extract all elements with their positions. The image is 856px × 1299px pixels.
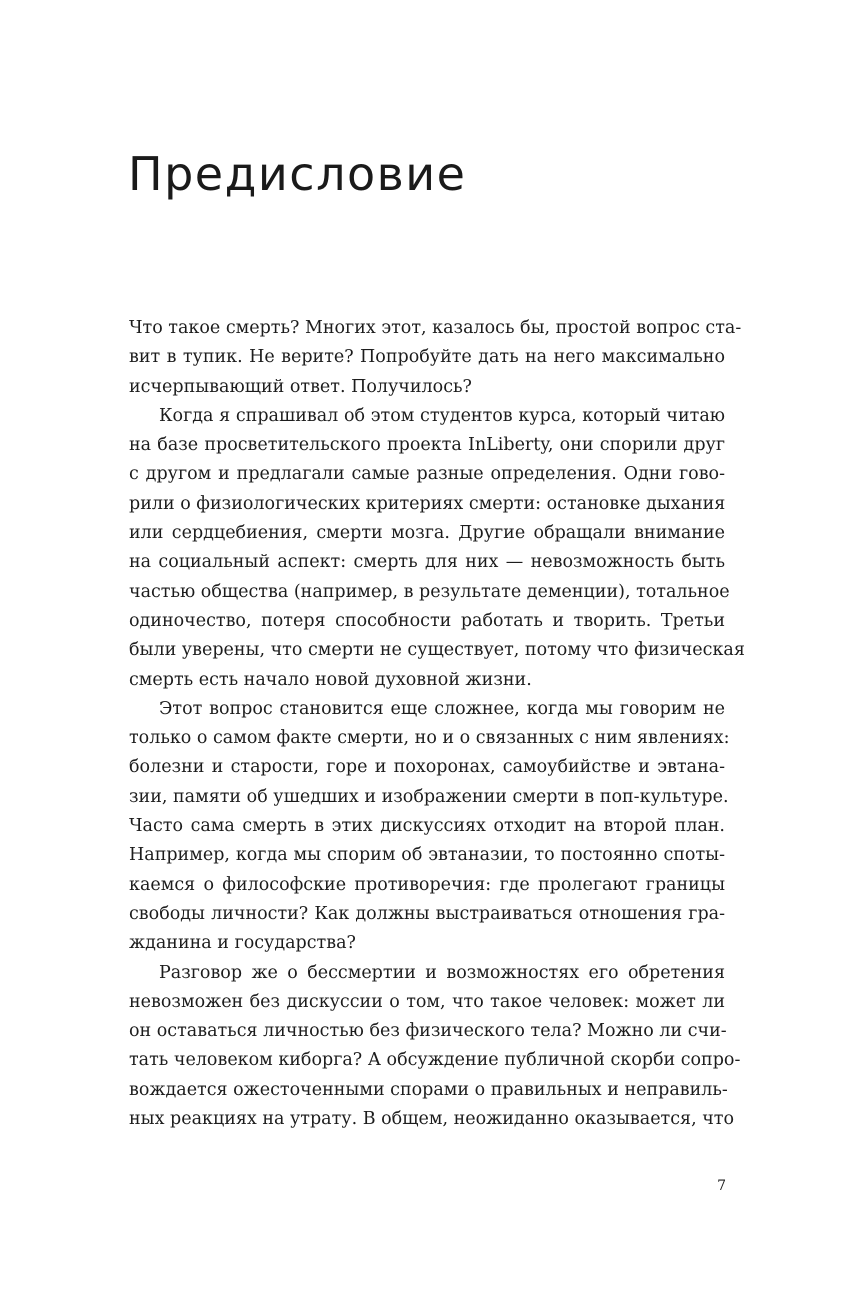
text-line: Этот вопрос становится еще сложнее, когда мы говорим не <box>159 698 725 719</box>
text-line: на базе просветительского проекта InLiberty, они спорили друг <box>129 435 725 456</box>
text-line: жданина и государства? <box>129 933 356 954</box>
paragraph-1 <box>129 314 742 402</box>
text-line: зии, памяти об ушедших и изображении смерти в поп-культуре. <box>129 786 729 807</box>
text-line: только о самом факте смерти, но и о связанных с ним явлениях: <box>129 728 730 749</box>
text-line: или сердцебиения, смерти мозга. Другие обращали внимание <box>129 523 725 544</box>
text-line: на социальный аспект: смерть для них — невозможность быть <box>129 552 725 573</box>
text-line: Что такое смерть? Многих этот, казалось бы, простой вопрос ста- <box>129 318 742 338</box>
text-line: Когда я спрашивал об этом студентов курса, который читаю <box>159 405 725 426</box>
text-line: были уверены, что смерти не существует, потому что физическая <box>129 640 745 661</box>
text-line: рили о физиологических критериях смерти: остановке дыхания <box>129 493 726 514</box>
text-line: исчерпывающий ответ. Получилось? <box>129 376 472 397</box>
text-line: частью общества (например, в результате деменции), тотальное <box>129 581 730 602</box>
text-line: вит в тупик. Не верите? Попробуйте дать на него максимально <box>129 347 725 368</box>
body-text <box>129 314 745 1134</box>
text-line: с другом и предлагали самые разные определения. Одни гово- <box>129 464 725 485</box>
text-line: Разговор же о бессмертии и возможностях его обретения <box>159 962 725 983</box>
text-line: он оставаться личностью без физического тела? Можно ли счи- <box>129 1021 727 1042</box>
text-line: Например, когда мы спорим об эвтаназии, то постоянно споты- <box>129 845 725 866</box>
text-line: одиночество, потеря способности работать и творить. Третьи <box>129 610 725 631</box>
text-line: смерть есть начало новой духовной жизни. <box>129 669 532 690</box>
paragraph-3 <box>129 695 730 959</box>
page-number: 7 <box>717 1178 726 1194</box>
text-line: свободы личности? Как должны выстраиваться отношения гра- <box>129 903 725 924</box>
text-line: ных реакциях на утрату. В общем, неожиданно оказывается, что <box>129 1109 734 1130</box>
text-line: невозможен без дискуссии о том, что такое человек: может ли <box>129 991 725 1012</box>
text-line: Часто сама смерть в этих дискуссиях отходит на второй план. <box>129 816 725 837</box>
text-line: болезни и старости, горе и похоронах, самоубийстве и эвтана- <box>129 757 725 778</box>
chapter-title: Предисловие <box>128 147 467 201</box>
paragraph-4 <box>129 959 741 1135</box>
text-line: тать человеком киборга? А обсуждение публичной скорби сопро- <box>129 1050 741 1071</box>
text-line: вождается ожесточенными спорами о правильных и неправиль- <box>129 1079 728 1100</box>
paragraph-2 <box>129 402 745 695</box>
text-line: каемся о философские противоречия: где пролегают границы <box>129 874 725 895</box>
